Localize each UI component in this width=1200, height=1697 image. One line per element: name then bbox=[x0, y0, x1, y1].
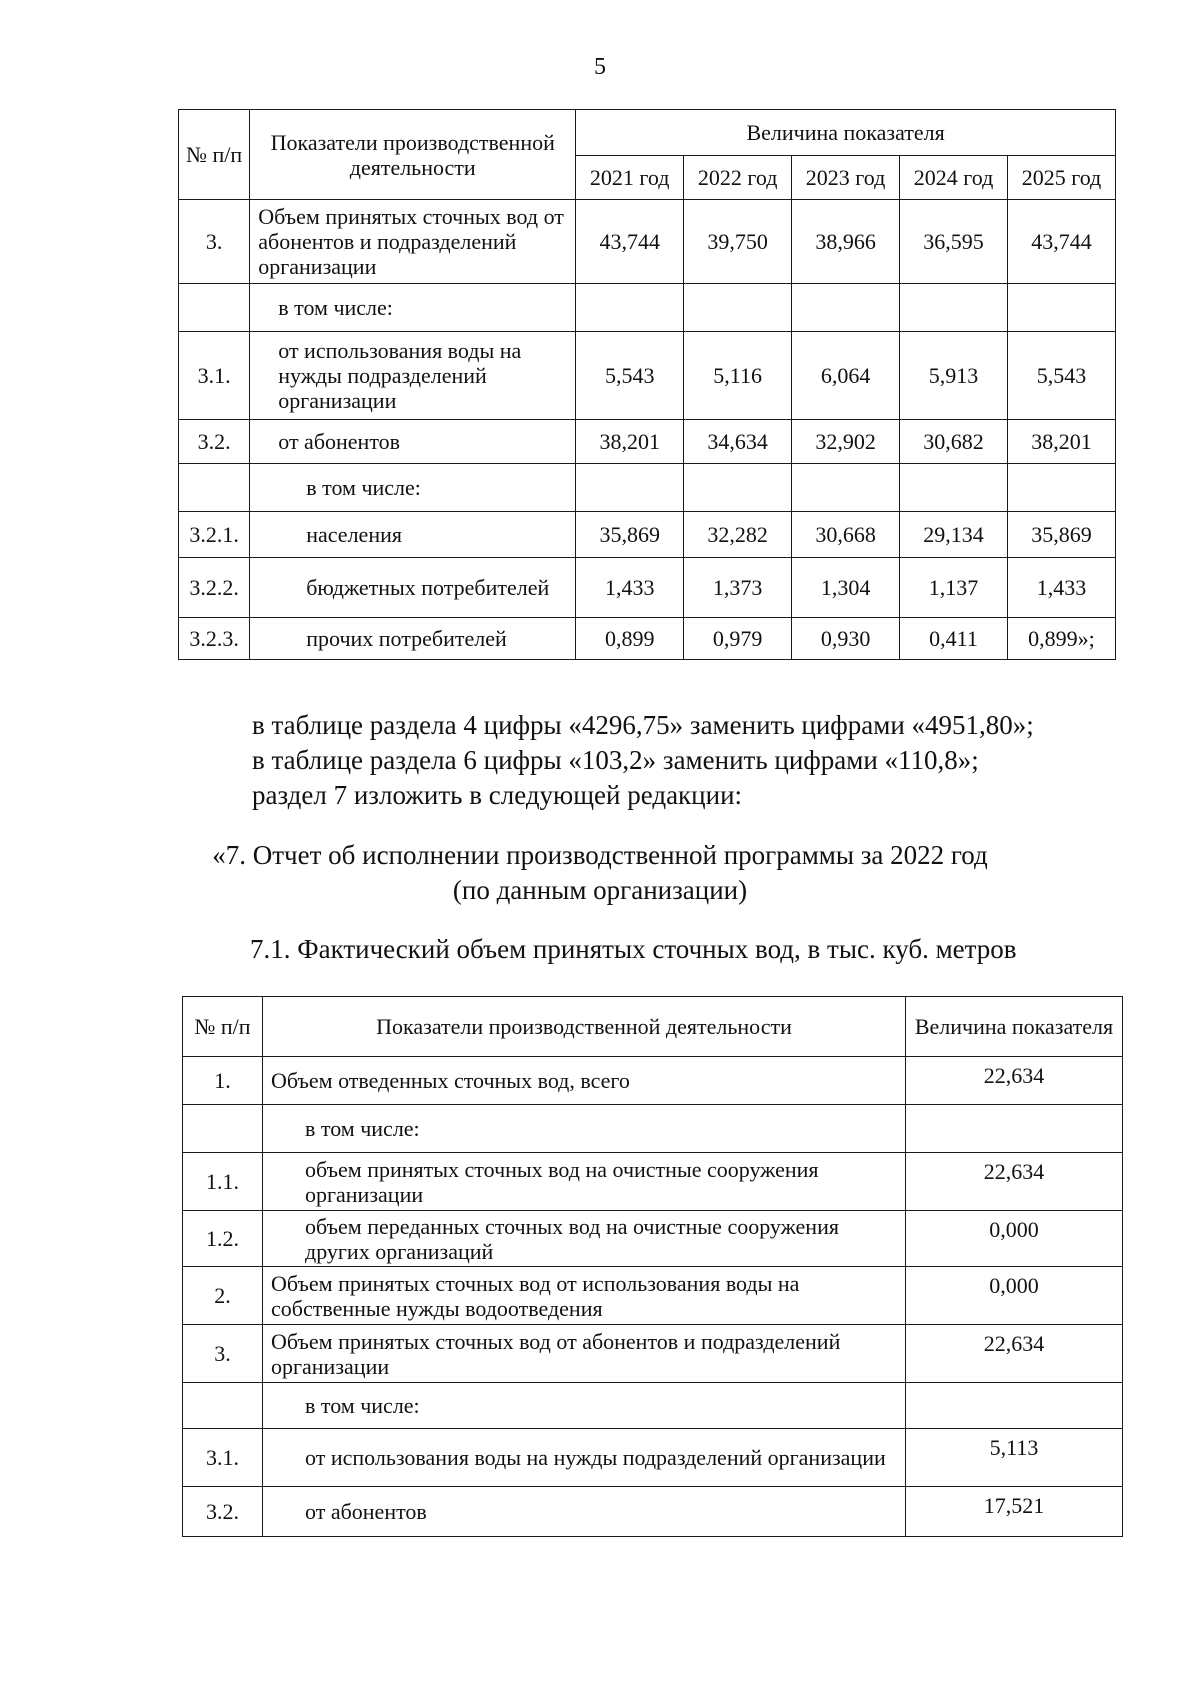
row-label: населения bbox=[250, 512, 576, 558]
row-value: 5,113 bbox=[906, 1429, 1123, 1487]
paragraph: в таблице раздела 4 цифры «4296,75» заменить цифрами «4951,80»; bbox=[252, 710, 1034, 740]
row-value: 0,979 bbox=[684, 618, 792, 660]
row-value: 5,543 bbox=[576, 332, 684, 420]
row-label: объем переданных сточных вод на очистные сооружения других организаций bbox=[263, 1211, 906, 1267]
table-row bbox=[183, 1105, 1123, 1153]
header-year: 2025 год bbox=[1007, 156, 1115, 200]
row-value: 5,913 bbox=[900, 332, 1008, 420]
header-year: 2023 год bbox=[792, 156, 900, 200]
row-value: 0,899 bbox=[576, 618, 684, 660]
section-7-1-subtitle: 7.1. Фактический объем принятых сточных вод, в тыс. куб. метров bbox=[250, 934, 1017, 964]
row-label: от абонентов bbox=[250, 420, 576, 464]
row-value: 0,000 bbox=[906, 1267, 1123, 1325]
row-value: 22,634 bbox=[906, 1153, 1123, 1211]
row-value: 6,064 bbox=[792, 332, 900, 420]
section-7-title-line2: (по данным организации) bbox=[452, 875, 748, 905]
header-num: № п/п bbox=[179, 110, 250, 200]
header-value-group: Величина показателя bbox=[576, 110, 1116, 156]
paragraph: в таблице раздела 6 цифры «103,2» заменить цифрами «110,8»; bbox=[252, 745, 979, 775]
table-row bbox=[179, 464, 1116, 512]
row-label: Объем отведенных сточных вод, всего bbox=[263, 1057, 906, 1105]
actual-volume-table bbox=[182, 996, 1123, 1537]
header-value: Величина показателя bbox=[906, 997, 1123, 1057]
row-value: 29,134 bbox=[900, 512, 1008, 558]
table-row bbox=[179, 420, 1116, 464]
row-value: 5,116 bbox=[684, 332, 792, 420]
row-value: 38,966 bbox=[792, 200, 900, 284]
table-row bbox=[183, 1325, 1123, 1383]
row-num: 3. bbox=[183, 1325, 263, 1383]
header-indicator: Показатели производственной деятельности bbox=[263, 997, 906, 1057]
row-value: 0,899»; bbox=[1007, 618, 1115, 660]
table-row bbox=[179, 512, 1116, 558]
row-label: бюджетных потребителей bbox=[250, 558, 576, 618]
row-value: 5,543 bbox=[1007, 332, 1115, 420]
paragraph: раздел 7 изложить в следующей редакции: bbox=[252, 780, 743, 810]
row-value: 38,201 bbox=[1007, 420, 1115, 464]
header-year: 2022 год bbox=[684, 156, 792, 200]
row-value: 22,634 bbox=[906, 1325, 1123, 1383]
row-label: в том числе: bbox=[250, 464, 576, 512]
row-value: 1,433 bbox=[1007, 558, 1115, 618]
header-year: 2021 год bbox=[576, 156, 684, 200]
row-value: 0,411 bbox=[900, 618, 1008, 660]
row-num: 3.2.1. bbox=[179, 512, 250, 558]
row-value: 1,373 bbox=[684, 558, 792, 618]
row-label: в том числе: bbox=[250, 284, 576, 332]
table-row bbox=[179, 618, 1116, 660]
production-indicators-table bbox=[178, 109, 1116, 660]
row-value bbox=[906, 1105, 1123, 1153]
section-7-title-line1: «7. Отчет об исполнении производственной программы за 2022 год bbox=[212, 840, 988, 870]
row-label: прочих потребителей bbox=[250, 618, 576, 660]
table-row bbox=[183, 1153, 1123, 1211]
row-label: в том числе: bbox=[263, 1105, 906, 1153]
table-row bbox=[179, 200, 1116, 284]
row-label: от абонентов bbox=[263, 1487, 906, 1537]
row-value: 36,595 bbox=[900, 200, 1008, 284]
page-number: 5 bbox=[594, 54, 606, 80]
row-num: 3.2. bbox=[179, 420, 250, 464]
row-value: 32,282 bbox=[684, 512, 792, 558]
section-7-title bbox=[0, 838, 1200, 908]
row-value: 22,634 bbox=[906, 1057, 1123, 1105]
row-label: Объем принятых сточных вод от абонентов и подразделений организации bbox=[263, 1325, 906, 1383]
row-value bbox=[906, 1383, 1123, 1429]
table-row bbox=[183, 1383, 1123, 1429]
row-label: объем принятых сточных вод на очистные сооружения организации bbox=[263, 1153, 906, 1211]
row-num: 1.2. bbox=[183, 1211, 263, 1267]
row-label: в том числе: bbox=[263, 1383, 906, 1429]
row-num: 1.1. bbox=[183, 1153, 263, 1211]
row-num bbox=[179, 284, 250, 332]
row-num: 3.2.3. bbox=[179, 618, 250, 660]
row-label: от использования воды на нужды подразделений организации bbox=[250, 332, 576, 420]
row-value: 1,304 bbox=[792, 558, 900, 618]
row-value: 39,750 bbox=[684, 200, 792, 284]
header-indicator: Показатели производственной деятельности bbox=[250, 110, 576, 200]
table-row bbox=[183, 1267, 1123, 1325]
row-value: 17,521 bbox=[906, 1487, 1123, 1537]
row-value: 30,682 bbox=[900, 420, 1008, 464]
row-label: Объем принятых сточных вод от использования воды на собственные нужды водоотведения bbox=[263, 1267, 906, 1325]
row-value: 35,869 bbox=[1007, 512, 1115, 558]
row-value: 30,668 bbox=[792, 512, 900, 558]
row-label: Объем принятых сточных вод от абонентов и подразделений организации bbox=[250, 200, 576, 284]
row-num bbox=[183, 1383, 263, 1429]
row-value: 0,000 bbox=[906, 1211, 1123, 1267]
header-num: № п/п bbox=[183, 997, 263, 1057]
row-value: 1,137 bbox=[900, 558, 1008, 618]
table-row bbox=[183, 1057, 1123, 1105]
row-num: 3.2. bbox=[183, 1487, 263, 1537]
row-num: 1. bbox=[183, 1057, 263, 1105]
row-num bbox=[183, 1105, 263, 1153]
row-value: 35,869 bbox=[576, 512, 684, 558]
row-num: 3.1. bbox=[183, 1429, 263, 1487]
table-row bbox=[179, 558, 1116, 618]
header-year: 2024 год bbox=[900, 156, 1008, 200]
row-num: 3. bbox=[179, 200, 250, 284]
table-row bbox=[183, 1487, 1123, 1537]
row-num: 3.1. bbox=[179, 332, 250, 420]
row-value: 0,930 bbox=[792, 618, 900, 660]
row-label: от использования воды на нужды подразделений организации bbox=[263, 1429, 906, 1487]
row-num: 3.2.2. bbox=[179, 558, 250, 618]
row-num: 2. bbox=[183, 1267, 263, 1325]
amendment-paragraphs bbox=[252, 708, 1034, 813]
table-row bbox=[179, 284, 1116, 332]
table-row bbox=[183, 1211, 1123, 1267]
row-value: 43,744 bbox=[1007, 200, 1115, 284]
row-value: 34,634 bbox=[684, 420, 792, 464]
row-value: 38,201 bbox=[576, 420, 684, 464]
table-row bbox=[183, 1429, 1123, 1487]
row-num bbox=[179, 464, 250, 512]
row-value: 32,902 bbox=[792, 420, 900, 464]
row-value: 1,433 bbox=[576, 558, 684, 618]
row-value: 43,744 bbox=[576, 200, 684, 284]
table-row bbox=[179, 332, 1116, 420]
